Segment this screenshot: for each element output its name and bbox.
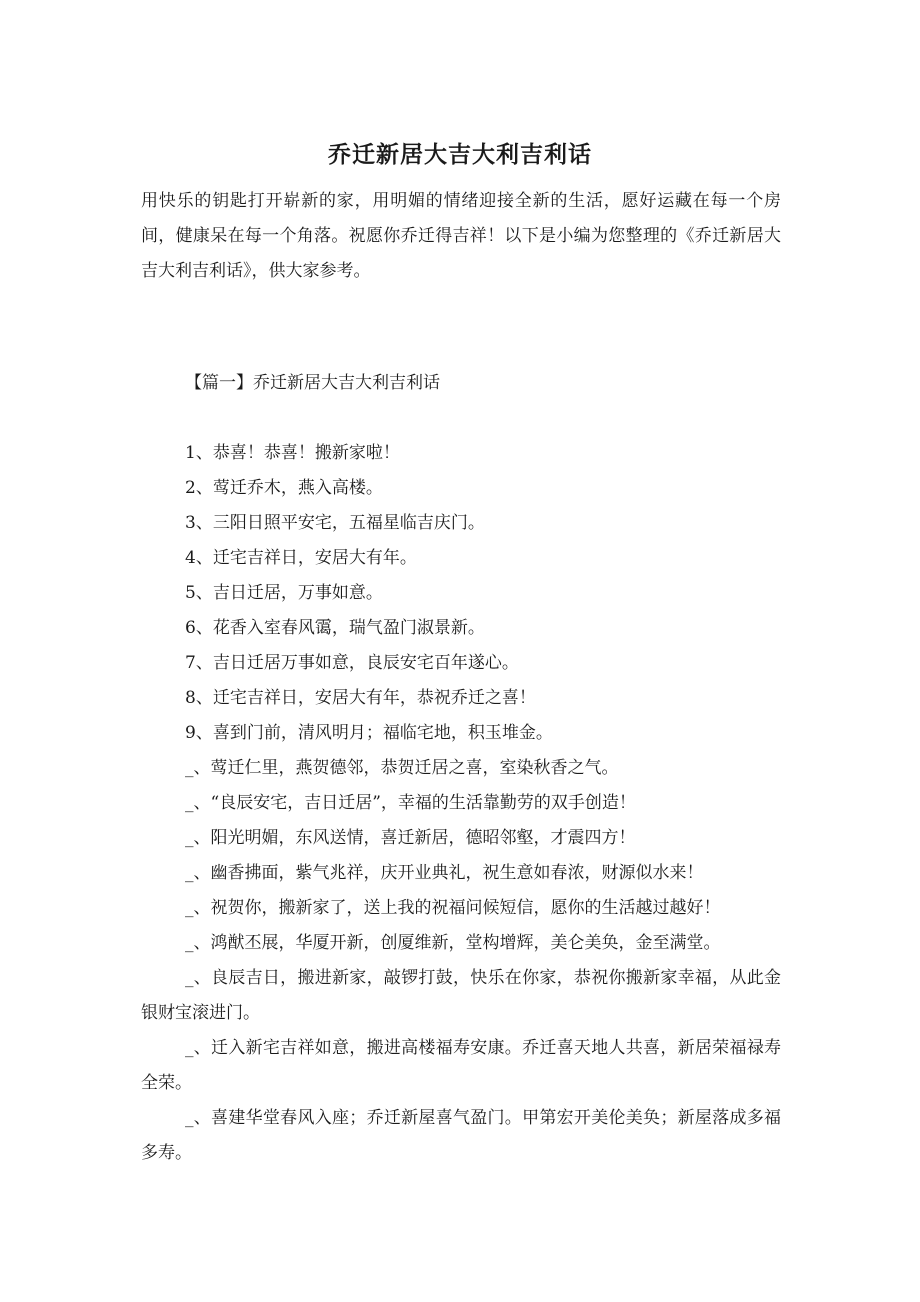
list-item: 8、迁宅吉祥日，安居大有年，恭祝乔迁之喜！: [185, 688, 536, 708]
list-item: _、良辰吉日，搬进新家，敲锣打鼓，快乐在你家，恭祝你搬新家幸福，从此金银财宝滚进门。: [141, 968, 781, 1023]
list-item: 9、喜到门前，清风明月；福临宅地，积玉堆金。: [185, 723, 553, 743]
list-item: _、鸿猷丕展，华厦开新，创厦维新，堂构增辉，美仑美奂，金至满堂。: [185, 933, 721, 953]
list-item: 5、吉日迁居，万事如意。: [185, 583, 383, 603]
list-item: 2、莺迁乔木，燕入高楼。: [185, 478, 383, 498]
section-heading: 【篇一】乔迁新居大吉大利吉利话: [185, 373, 440, 393]
list-item: _、祝贺你，搬新家了，送上我的祝福问候短信，愿你的生活越过越好！: [185, 898, 721, 918]
list-item: _、迁入新宅吉祥如意，搬进高楼福寿安康。乔迁喜天地人共喜，新居荣福禄寿全荣。: [141, 1038, 781, 1093]
blessing-list: [141, 436, 781, 1171]
list-item: _、幽香拂面，紫气兆祥，庆开业典礼，祝生意如春浓，财源似水来！: [185, 863, 704, 883]
list-item: _、“良辰安宅，吉日迁居”，幸福的生活靠勤劳的双手创造！: [185, 793, 636, 813]
list-item: _、喜建华堂春风入座；乔迁新屋喜气盈门。甲第宏开美伦美奂；新屋落成多福多寿。: [141, 1108, 781, 1163]
list-item: 6、花香入室春风霭，瑞气盈门淑景新。: [185, 618, 485, 638]
list-item: 3、三阳日照平安宅，五福星临吉庆门。: [185, 513, 485, 533]
list-item: 7、吉日迁居万事如意，良辰安宅百年遂心。: [185, 653, 519, 673]
list-item: _、莺迁仁里，燕贺德邻，恭贺迁居之喜，室染秋香之气。: [185, 758, 619, 778]
list-item: 4、迁宅吉祥日，安居大有年。: [185, 548, 417, 568]
page-title: 乔迁新居大吉大利吉利话: [328, 141, 592, 168]
list-item: 1、恭喜！恭喜！搬新家啦！: [185, 443, 400, 463]
intro-paragraph: 用快乐的钥匙打开崭新的家，用明媚的情绪迎接全新的生活，愿好运藏在每一个房间，健康呆在每一个角落。祝愿你乔迁得吉祥！以下是小编为您整理的《乔迁新居大吉大利吉利话》，供大家参考。: [141, 191, 781, 281]
list-item: _、阳光明媚，东风送情，喜迁新居，德昭邻壑，才震四方！: [185, 828, 636, 848]
